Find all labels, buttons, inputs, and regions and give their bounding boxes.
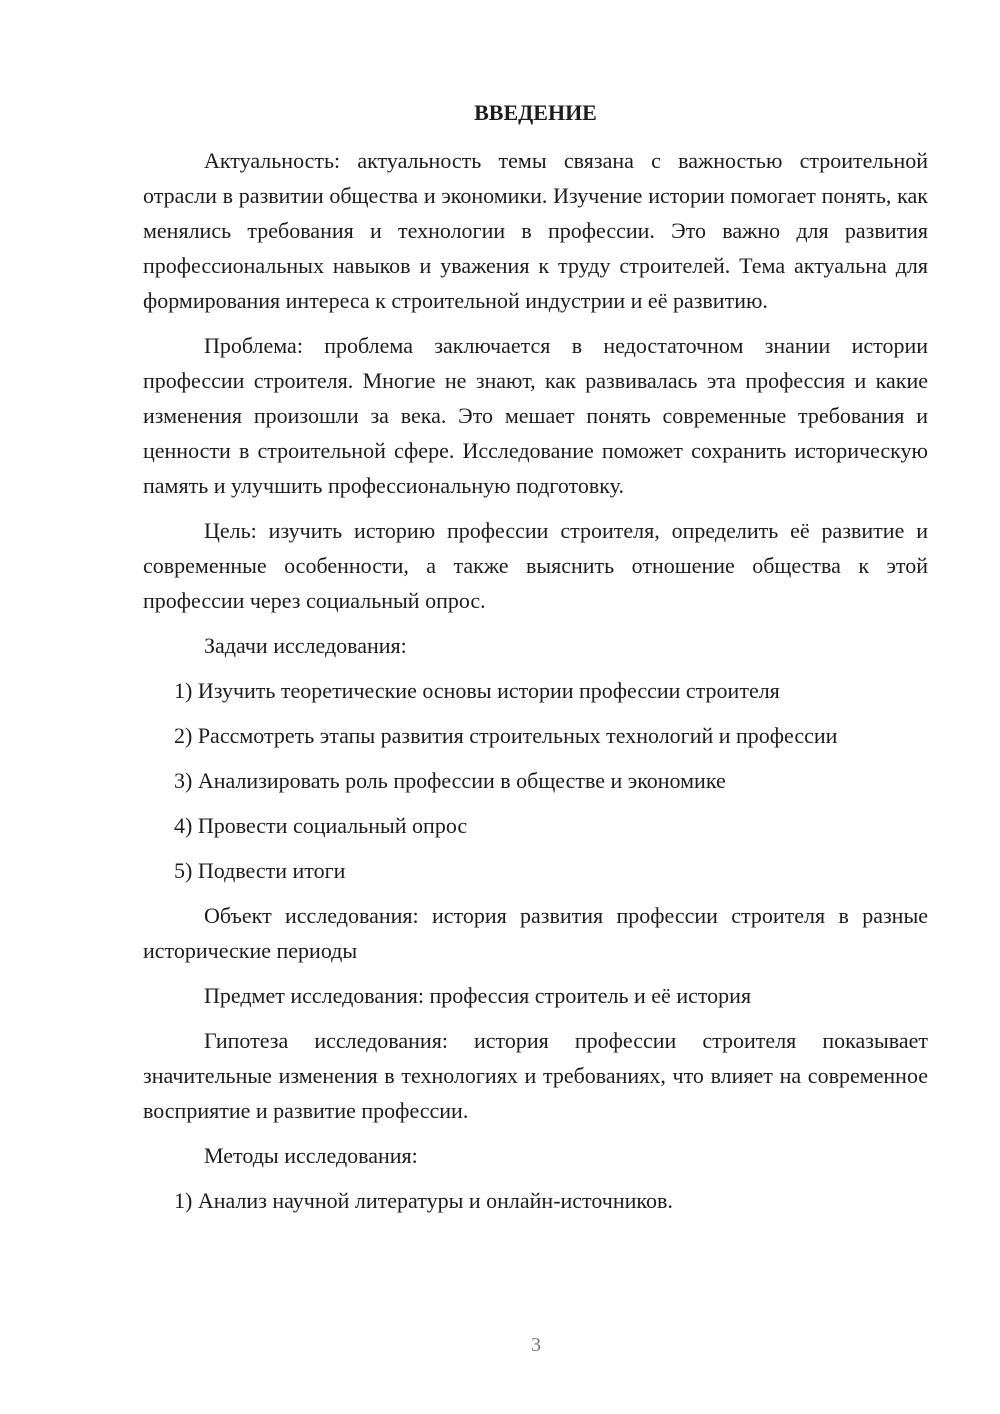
- paragraph-hypothesis: Гипотеза исследования: история профессии строителя показывает значительные изменения в технологиях и требованиях, что влияет на современное восприятие и развитие профессии.: [143, 1028, 928, 1123]
- paragraph-relevance: Актуальность: актуальность темы связана с важностью строительной отрасли в развитии общества и экономики. Изучение истории помогает понять, как менялись требования и технологии в профессии. Это важно для развития профессиональных навыков и уважения к труду строителей. Тема актуальна для формирования интереса к строительной индустрии и её развитию.: [143, 148, 928, 313]
- paragraph-goal: Цель: изучить историю профессии строителя, определить её развитие и современные особенности, а также выяснить отношение общества к этой профессии через социальный опрос.: [143, 518, 928, 613]
- list-item: 4) Провести социальный опрос: [174, 813, 468, 838]
- list-item: 1) Анализ научной литературы и онлайн-источников.: [174, 1188, 673, 1213]
- page-title: ВВЕДЕНИЕ: [474, 100, 597, 125]
- list-item: 5) Подвести итоги: [174, 858, 346, 883]
- paragraph-problem: Проблема: проблема заключается в недостаточном знании истории профессии строителя. Многие не знают, как развивалась эта профессия и какие изменения произошли за века. Это мешает понять современные требования и ценности в строительной сфере. Исследование поможет сохранить историческую память и улучшить профессиональную подготовку.: [143, 333, 928, 498]
- list-item: 2) Рассмотреть этапы развития строительных технологий и профессии: [174, 723, 838, 748]
- paragraph-subject: Предмет исследования: профессия строитель и её история: [204, 983, 752, 1008]
- document-page: [143, 95, 928, 1228]
- paragraph-object: Объект исследования: история развития профессии строителя в разные исторические периоды: [143, 903, 928, 963]
- methods-heading: Методы исследования:: [204, 1143, 418, 1168]
- tasks-heading: Задачи исследования:: [204, 633, 407, 658]
- list-item: 1) Изучить теоретические основы истории профессии строителя: [174, 678, 780, 703]
- page-number: 3: [531, 1334, 541, 1356]
- methods-list: [143, 1183, 928, 1218]
- tasks-list: [143, 673, 928, 888]
- list-item: 3) Анализировать роль профессии в обществе и экономике: [174, 768, 726, 793]
